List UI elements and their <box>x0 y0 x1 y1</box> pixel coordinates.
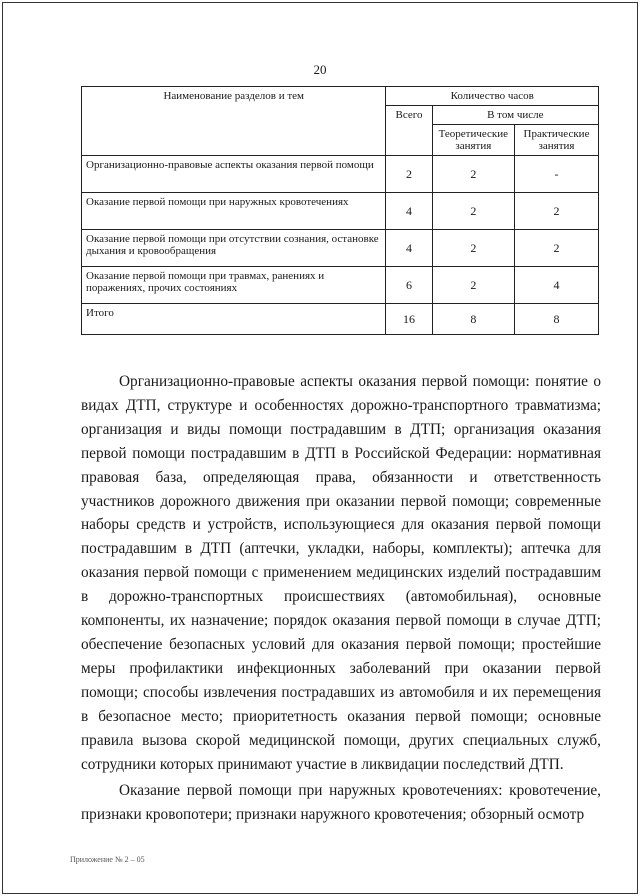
hours-practice: 2 <box>515 193 599 230</box>
table-row <box>82 267 599 304</box>
table-row <box>82 156 599 193</box>
topic-name: Оказание первой помощи при травмах, ранениях и поражениях, прочих состояниях <box>82 267 386 304</box>
page-number: 20 <box>313 62 327 77</box>
hours-practice: 2 <box>515 230 599 267</box>
hours-total: 4 <box>386 193 432 230</box>
hours-theory: 8 <box>432 304 514 335</box>
table-body <box>82 156 599 335</box>
hours-theory: 2 <box>432 156 514 193</box>
header-practice: Практические занятия <box>515 125 599 156</box>
table-row <box>82 193 599 230</box>
hours-theory: 2 <box>432 193 514 230</box>
hours-total: 4 <box>386 230 432 267</box>
header-theory: Теоретические занятия <box>432 125 514 156</box>
hours-total: 16 <box>386 304 432 335</box>
hours-practice: 8 <box>515 304 599 335</box>
topic-name: Оказание первой помощи при отсутствии сознания, остановке дыхания и кровообращения <box>82 230 386 267</box>
paragraph: Оказание первой помощи при наружных кровотечениях: кровотечение, признаки кровопотери; признаки наружного кровотечения; обзорный осмотр <box>81 782 601 824</box>
hours-total: 6 <box>386 267 432 304</box>
topic-name: Оказание первой помощи при наружных кровотечениях <box>82 193 386 230</box>
footer-note: Приложение № 2 – 05 <box>70 855 145 864</box>
header-total: Всего <box>386 106 432 156</box>
table-row <box>82 230 599 267</box>
paragraph: Организационно-правовые аспекты оказания первой помощи: понятие о видах ДТП, структуре и особенностях дорожно-транспортного травматизма; организация и виды помощи пострадавшим в ДТП; организация оказания первой помощи пострадавшим в ДТП в Российской Федерации: нормативная правовая база, определяющая права, обязанности и ответственность участников дорожного движения при оказании первой помощи; современные наборы средств и устройств, использующиеся для оказания первой помощи пострадавшим в ДТП (аптечки, укладки, наборы, комплекты); аптечка для оказания первой помощи с применением медицинских изделий пострадавшим в дорожно-транспортных происшествиях (автомобильная), основные компоненты, их назначение; порядок оказания первой помощи в случае ДТП; обеспечение безопасных условий для оказания первой помощи; простейшие меры профилактики инфекционных заболеваний при оказании первой помощи; способы извлечения пострадавших из автомобиля и их перемещения в безопасное место; приоритетность оказания первой помощи; основные правила вызова скорой медицинской помощи, других специальных служб, сотрудники которых принимают участие в ликвидации последствий ДТП. <box>81 373 601 773</box>
hours-total: 2 <box>386 156 432 193</box>
header-section-name: Наименование разделов и тем <box>82 87 386 156</box>
hours-practice: 4 <box>515 267 599 304</box>
header-hours: Количество часов <box>386 87 599 106</box>
table-header <box>82 87 599 156</box>
total-label: Итого <box>82 304 386 335</box>
hours-practice: - <box>515 156 599 193</box>
curriculum-table <box>81 86 599 335</box>
hours-theory: 2 <box>432 230 514 267</box>
body-text <box>81 370 601 827</box>
table-total-row <box>82 304 599 335</box>
header-including: В том числе <box>432 106 598 125</box>
hours-theory: 2 <box>432 267 514 304</box>
topic-name: Организационно-правовые аспекты оказания первой помощи <box>82 156 386 193</box>
